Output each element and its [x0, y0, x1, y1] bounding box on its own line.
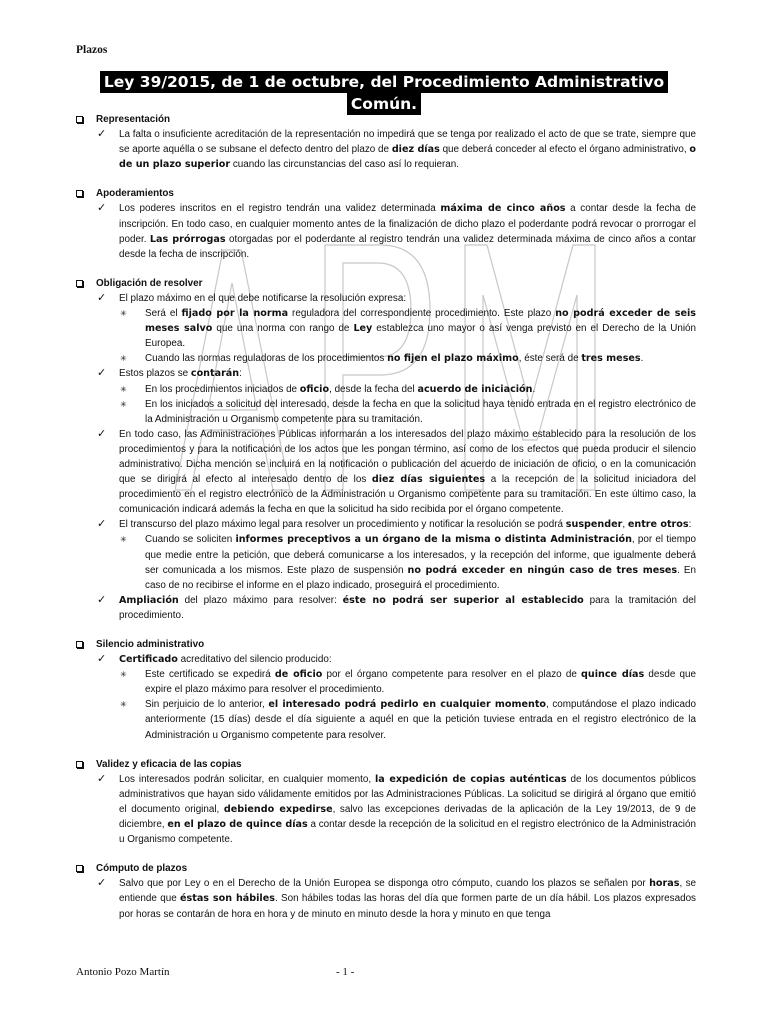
bold-text: no fijen el plazo máximo — [387, 353, 519, 365]
text-run: Este certificado se expedirá — [145, 669, 275, 681]
bold-text: oficio — [299, 383, 330, 395]
title-line-2: Común. — [347, 93, 421, 115]
section-heading — [76, 637, 696, 652]
text-run: otorgadas por el poderdante al registro tendrán una validez determinada máxima de cinco años a contar desde la fecha de inscripción. — [119, 233, 696, 260]
bold-text: no podrá exceder en ningún caso de tres meses — [407, 564, 678, 576]
list-item — [76, 366, 696, 381]
bold-text: quince días — [581, 669, 645, 681]
asterisk-bullet-icon: ✳ — [120, 399, 127, 409]
document-title — [99, 71, 669, 115]
checkmark-icon: ✓ — [97, 653, 107, 666]
bold-text: éste no podrá ser superior al establecido — [342, 594, 584, 606]
asterisk-bullet-icon: ✳ — [120, 700, 127, 710]
list-item — [76, 593, 696, 623]
section — [76, 276, 696, 623]
asterisk-bullet-icon: ✳ — [120, 384, 127, 394]
text-run: , salvo las excepciones derivadas de la aplicación de la Ley 19/2013, de 9 de diciembre, — [119, 803, 696, 831]
asterisk-bullet-icon: ✳ — [120, 535, 127, 545]
square-bullet-icon — [76, 761, 83, 768]
text-run: . En caso de no recibirse el informe en el plazo indicado, proseguirá el procedimiento. — [145, 564, 697, 591]
text-run: desde que expire el plazo máximo para resolver el procedimiento. — [145, 669, 696, 696]
section-heading-text: Representación — [96, 114, 171, 125]
text-run: del plazo máximo para resolver: — [178, 594, 343, 606]
sub-list-item — [76, 382, 696, 397]
sub-list-item — [76, 532, 696, 592]
text-run: , por el tiempo que medie entre la petición, que deberá comunicarse a los interesados, y la recepción del informe, que igualmente deberá ser comunicada a los mismos. Este plazo de suspensión — [145, 534, 696, 576]
bold-text: horas — [649, 878, 680, 890]
bold-text: Ampliación — [119, 594, 179, 606]
text-run: : — [688, 519, 692, 531]
list-item — [76, 876, 696, 921]
section — [76, 112, 696, 172]
checkmark-icon: ✓ — [97, 593, 107, 606]
document-body — [76, 112, 696, 922]
text-run: Será el — [145, 308, 182, 320]
text-run: En los procedimientos iniciados de — [145, 383, 300, 395]
text-run: que deberá conceder al efecto el órgano administrativo, — [439, 144, 690, 156]
asterisk-bullet-icon: ✳ — [120, 354, 127, 364]
text-run: En todo caso, las Administraciones Públicas informarán a los interesados del plazo máximo establecido para la resolución de los procedimientos y para la notificación de los actos que les pongan término, así como de los efectos que pueda producir el silencio administrativo. Dicha mención se incluirá en la notificación o publicación del acuerdo de iniciación de oficio, o en la comunicación que se dirigirá al efecto al interesado dentro de los — [119, 428, 696, 486]
section-heading-text: Apoderamientos — [96, 188, 174, 200]
text-run: Salvo que por Ley o en el Derecho de la Unión Europea se disponga otro cómputo, cuando los plazos se señalen por — [119, 878, 650, 890]
text-run: , éste será de — [518, 353, 582, 365]
text-run: acreditativo del silencio producido: — [177, 654, 332, 666]
text-run: a contar desde la fecha de inscripción. En todo caso, en cualquier momento antes de la finalización de dicho plazo el poderdante podrá revocar o prorrogar el poder. — [119, 203, 696, 245]
square-bullet-icon — [76, 865, 83, 872]
text-run: establezca uno mayor o así venga previsto en el Derecho de la Unión Europea. — [145, 323, 697, 350]
sub-list-item — [76, 667, 696, 697]
bold-text: Ley — [353, 323, 373, 335]
section-heading-text: Validez y eficacia de las copias — [96, 758, 242, 770]
text-run: , desde la fecha del — [329, 383, 418, 395]
bold-text: Certificado — [119, 654, 178, 666]
sub-list-item — [76, 697, 696, 742]
text-run: que una norma con rango de — [212, 323, 354, 335]
bold-text: acuerdo de iniciación — [417, 383, 533, 395]
text-run: Sin perjuicio de lo anterior, — [145, 699, 269, 711]
bold-text: no podrá exceder de seis meses salvo — [145, 308, 696, 335]
bold-text: máxima de cinco años — [440, 203, 566, 215]
list-item — [76, 427, 696, 518]
list-item — [76, 517, 696, 532]
text-run: El transcurso del plazo máximo legal para resolver un procedimiento y notificar la resolución se podrá — [119, 519, 566, 531]
list-item — [76, 201, 696, 261]
text-run: Cuando las normas reguladoras de los procedimientos — [145, 353, 388, 365]
list-item — [76, 652, 696, 667]
checkmark-icon: ✓ — [97, 202, 107, 215]
checkmark-icon: ✓ — [97, 427, 107, 440]
text-run: : — [239, 368, 242, 380]
bold-text: de oficio — [274, 669, 323, 681]
text-run: , — [622, 519, 628, 531]
list-item — [76, 772, 696, 847]
text-run: . — [532, 383, 536, 395]
list-item — [76, 291, 696, 306]
section-heading-text: Silencio administrativo — [96, 639, 205, 650]
text-run: Cuando se soliciten — [145, 534, 236, 546]
sub-list-item — [76, 397, 696, 427]
title-line-1: Ley 39/2015, de 1 de octubre, del Procedimiento Administrativo — [100, 71, 668, 93]
text-run: cuando las circunstancias del caso así lo requieran. — [230, 159, 460, 171]
bold-text: la expedición de copias auténticas — [375, 773, 567, 785]
asterisk-bullet-icon: ✳ — [120, 670, 127, 680]
checkmark-icon: ✓ — [97, 772, 107, 785]
text-run: . Son hábiles todas las horas del día que formen parte de un día hábil. Los plazos expresados por horas se contarán de hora en hora y de minuto en minuto desde la hora y minuto en que tenga — [119, 893, 696, 920]
checkmark-icon: ✓ — [97, 291, 107, 304]
text-run: . — [640, 353, 644, 365]
square-bullet-icon — [76, 280, 83, 287]
footer-author: Antonio Pozo Martín — [76, 966, 170, 978]
text-run: para la tramitación del procedimiento. — [119, 594, 696, 621]
bold-text: en el plazo de quince días — [167, 819, 308, 831]
square-bullet-icon — [76, 116, 83, 123]
sub-list-item — [76, 351, 696, 366]
bold-text: suspender — [565, 519, 623, 531]
text-run: a contar desde la recepción de la solicitud en el registro electrónico de la Administración u Organismo competente. — [119, 819, 696, 846]
text-run: por el órgano competente para resolver en el plazo de — [322, 669, 582, 681]
checkmark-icon: ✓ — [97, 128, 107, 141]
section-heading — [76, 276, 696, 291]
section — [76, 637, 696, 743]
square-bullet-icon — [76, 190, 83, 197]
bold-text: o de un plazo superior — [119, 144, 696, 171]
section-heading — [76, 757, 696, 772]
text-run: , computándose el plazo indicado anteriormente (15 días) desde el día siguiente a aquél en que la petición tuviese entrada en el registro electrónico de la Administración u Organismo competente para resolver. — [145, 699, 696, 741]
text-run: , se entiende que — [119, 878, 696, 905]
checkmark-icon: ✓ — [97, 877, 107, 890]
bold-text: fijado por la norma — [181, 308, 289, 320]
bold-text: diez días siguientes — [371, 474, 486, 486]
footer-page-number: - 1 - — [336, 966, 355, 978]
section-heading-text: Obligación de resolver — [96, 277, 203, 289]
text-run: En los iniciados a solicitud del interesado, desde la fecha en que la solicitud haya tenido entrada en el registro electrónico de la Administración u Organismo competente para su tramitación. — [145, 398, 696, 425]
section — [76, 757, 696, 848]
bold-text: el interesado podrá pedirlo en cualquier momento — [268, 699, 547, 711]
text-run: El plazo máximo en el que debe notificarse la resolución expresa: — [119, 292, 407, 304]
section-heading — [76, 861, 696, 876]
text-run: Estos plazos se — [119, 368, 191, 380]
checkmark-icon: ✓ — [97, 518, 107, 531]
bold-text: entre otros — [627, 519, 689, 531]
text-run: Los poderes inscritos en el registro tendrán una validez determinada — [119, 203, 441, 215]
bold-text: debiendo expedirse — [223, 803, 333, 815]
bold-text: informes preceptivos a un órgano de la misma o distinta Administración — [235, 534, 632, 546]
asterisk-bullet-icon: ✳ — [120, 309, 127, 319]
text-run: reguladora del correspondiente procedimiento. Este plazo — [288, 308, 556, 320]
bold-text: éstas son hábiles — [180, 893, 275, 905]
text-run: La falta o insuficiente acreditación de la representación no impedirá que se tenga por realizado el acto de que se trate, siempre que se aporte aquélla o se subsane el defecto dentro del plazo de — [119, 129, 696, 156]
section-heading — [76, 186, 696, 201]
checkmark-icon: ✓ — [97, 367, 107, 380]
bold-text: diez días — [391, 144, 440, 156]
text-run: de los documentos públicos administrativos que hayan sido válidamente emitidos por las Administraciones Públicas. La solicitud se dirigirá al órgano que emitió el documento original, — [119, 773, 696, 815]
section — [76, 861, 696, 921]
sub-list-item — [76, 306, 696, 351]
list-item — [76, 127, 696, 172]
running-head: Plazos — [76, 44, 108, 56]
section-heading — [76, 112, 696, 127]
section — [76, 186, 696, 261]
section-heading-text: Cómputo de plazos — [96, 863, 188, 875]
bold-text: Las prórrogas — [149, 233, 226, 245]
bold-text: contarán — [190, 368, 240, 380]
text-run: a la recepción de la solicitud iniciadora del procedimiento en el registro electrónico de la Administración u Organismo competente para su tramitación. En este último caso, la comunicación indicará además la fecha en que la solicitud ha sido recibida por el órgano competente. — [119, 474, 696, 516]
bold-text: tres meses — [581, 353, 641, 365]
square-bullet-icon — [76, 641, 83, 648]
text-run: Los interesados podrán solicitar, en cualquier momento, — [119, 773, 376, 785]
